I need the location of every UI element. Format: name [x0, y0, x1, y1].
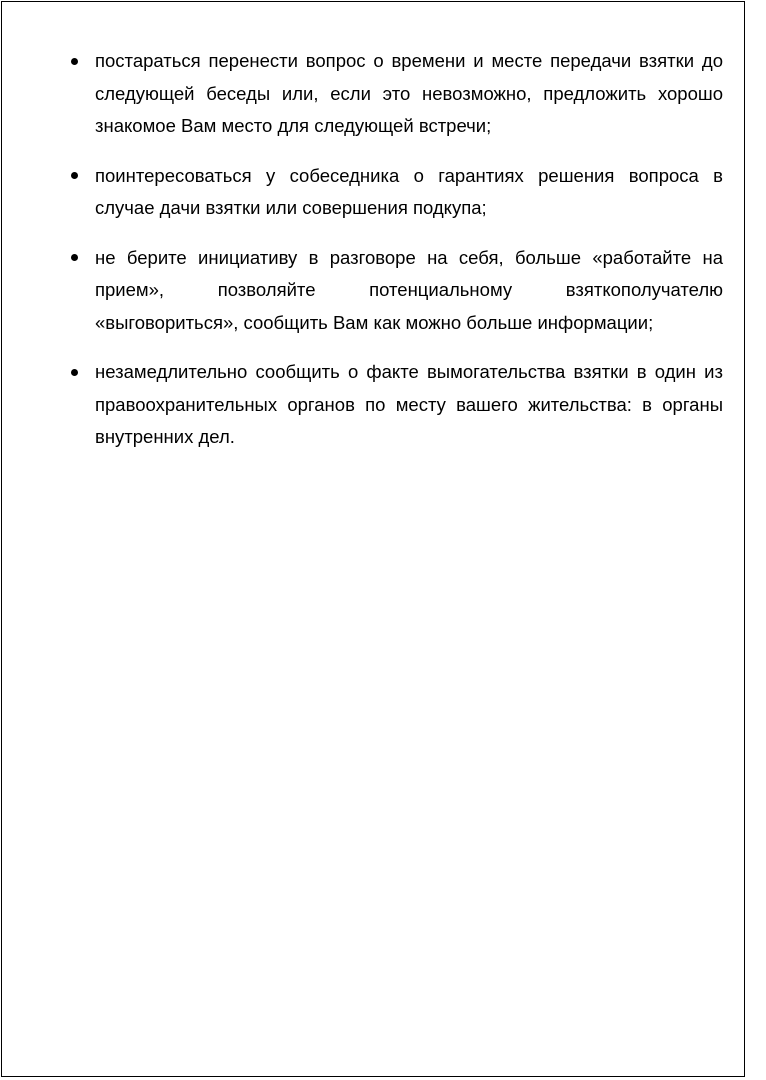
- list-item: [67, 45, 723, 143]
- bullet-icon: [71, 369, 78, 376]
- list-item: [67, 160, 723, 225]
- bullet-text: постараться перенести вопрос о времени и месте передачи взятки до следующей беседы или, если это невозможно, предложить хорошо знакомое Вам место для следующей встречи;: [95, 50, 723, 136]
- bullet-text: незамедлительно сообщить о факте вымогательства взятки в один из правоохранительных органов по месту вашего жительства: в органы внутренних дел.: [95, 361, 723, 447]
- document-page: [1, 1, 745, 1077]
- bullet-text: не берите инициативу в разговоре на себя, больше «работайте на прием», позволяйте потенциальному взяткополучателю «выговориться», сообщить Вам как можно больше информации;: [95, 246, 723, 333]
- bullet-icon: [71, 254, 78, 261]
- list-item: [67, 242, 723, 340]
- bullet-icon: [71, 58, 78, 65]
- bullet-list: [67, 45, 723, 471]
- list-item: [67, 356, 723, 454]
- bullet-text: поинтересоваться у собеседника о гарантиях решения вопроса в случае дачи взятки или совершения подкупа;: [95, 164, 723, 218]
- bullet-icon: [71, 172, 78, 179]
